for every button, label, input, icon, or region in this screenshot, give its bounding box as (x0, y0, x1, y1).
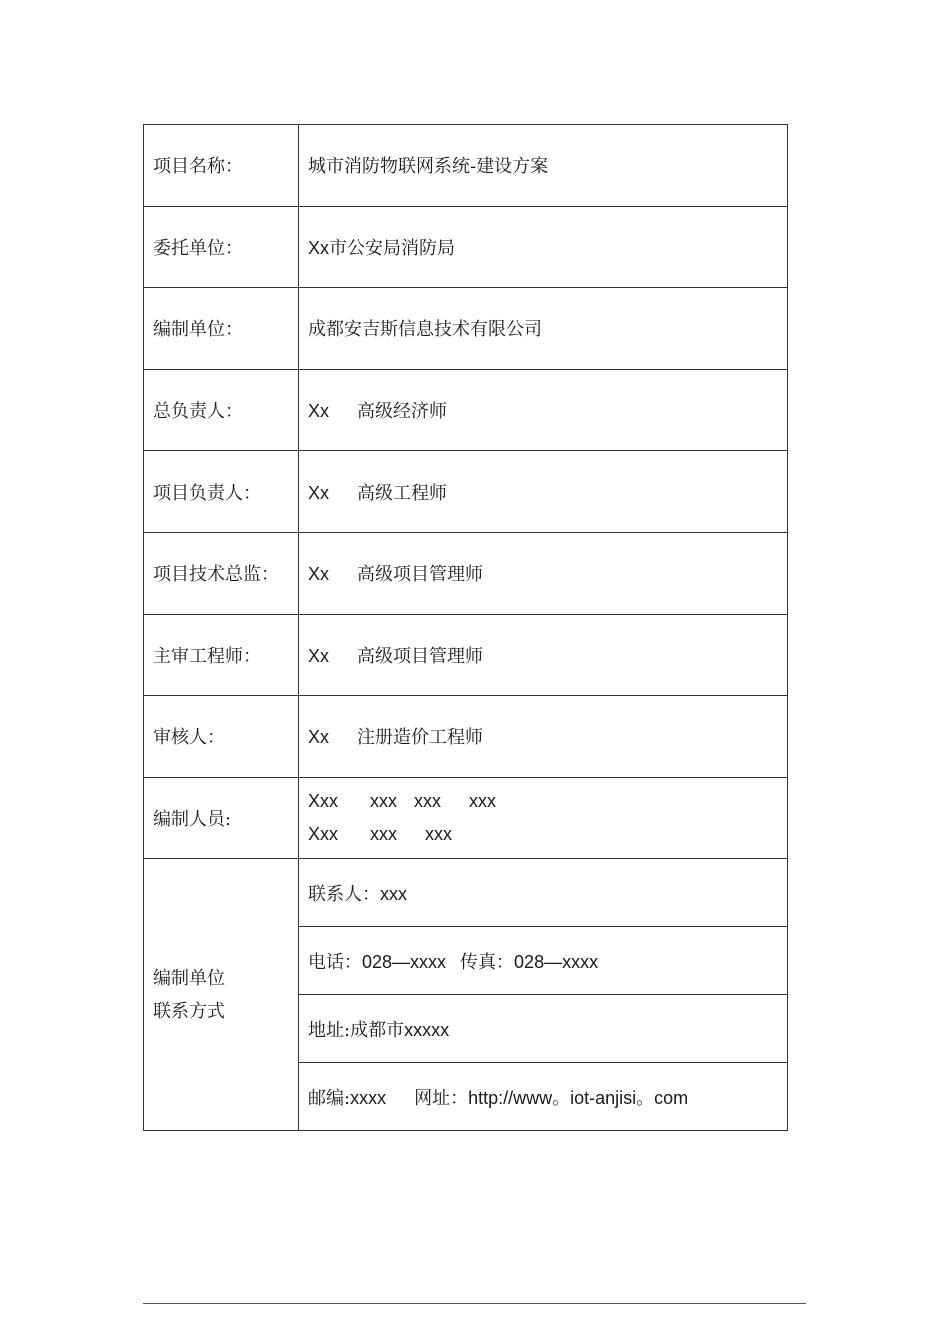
project-name-label: 项目名称： (144, 125, 299, 207)
general-manager-value (299, 369, 788, 451)
person-title: 注册造价工程师 (357, 727, 484, 749)
staff-value (299, 777, 788, 859)
person-title: 高级项目管理师 (357, 564, 484, 586)
auditor-value (299, 696, 788, 778)
client-name: 市公安局消防局 (329, 237, 456, 259)
phone-number: 028—xxxx (362, 951, 447, 972)
person-name: Xx (308, 645, 330, 666)
person-name: Xx (308, 727, 330, 748)
staff-member: Xxx (308, 824, 339, 845)
postcode: xxxx (350, 1087, 387, 1108)
website: http://www。iot-anjisi。com (468, 1087, 689, 1108)
project-info-table (143, 124, 788, 1131)
footer-divider (143, 1303, 806, 1304)
person-name: Xx (308, 482, 330, 503)
row-project-name (144, 125, 788, 207)
chief-reviewer-label: 主审工程师： (144, 614, 299, 696)
row-project-manager (144, 451, 788, 533)
general-manager-label: 总负责人： (144, 369, 299, 451)
compiler-label: 编制单位： (144, 288, 299, 370)
address-city: 成都市 (350, 1019, 405, 1041)
compiler-value: 成都安吉斯信息技术有限公司 (299, 288, 788, 370)
contact-person: xxx (380, 883, 407, 904)
person-title: 高级经济师 (357, 401, 448, 423)
staff-member: xxx (370, 824, 397, 845)
website-label: 网址： (414, 1087, 469, 1109)
contact-person-label: 联系人： (308, 883, 380, 905)
address-detail: xxxxx (404, 1019, 450, 1040)
project-name-value: 城市消防物联网系统-建设方案 (299, 125, 788, 207)
staff-member: xxx (370, 791, 397, 812)
person-title: 高级项目管理师 (357, 645, 484, 667)
row-chief-reviewer (144, 614, 788, 696)
row-auditor (144, 696, 788, 778)
project-manager-label: 项目负责人： (144, 451, 299, 533)
contact-person-value (299, 859, 788, 927)
address-value (299, 995, 788, 1063)
staff-member: xxx (425, 824, 452, 845)
staff-line-2 (308, 818, 787, 851)
person-name: Xx (308, 564, 330, 585)
row-general-manager (144, 369, 788, 451)
phone-label: 电话： (308, 951, 362, 973)
contact-label-line-1: 编制单位 (153, 967, 225, 989)
client-label: 委托单位： (144, 206, 299, 288)
auditor-label: 审核人： (144, 696, 299, 778)
person-title: 高级工程师 (357, 482, 448, 504)
person-name: Xx (308, 401, 330, 422)
staff-member: xxx (414, 791, 441, 812)
postcode-website-value (299, 1063, 788, 1131)
client-value (299, 206, 788, 288)
row-contact-person (144, 859, 788, 927)
staff-member: Xxx (308, 791, 339, 812)
technical-director-value (299, 532, 788, 614)
chief-reviewer-value (299, 614, 788, 696)
row-staff (144, 777, 788, 859)
row-compiler (144, 288, 788, 370)
address-label: 地址: (308, 1019, 351, 1041)
phone-fax-value (299, 927, 788, 995)
contact-label (144, 859, 299, 1131)
staff-line-1 (308, 785, 787, 818)
postcode-label: 邮编: (308, 1087, 351, 1109)
project-manager-value (299, 451, 788, 533)
contact-label-line-2: 联系方式 (153, 1000, 225, 1022)
row-technical-director (144, 532, 788, 614)
fax-number: 028—xxxx (514, 951, 599, 972)
staff-label: 编制人员: (144, 777, 299, 859)
client-prefix: Xx (308, 237, 330, 258)
technical-director-label: 项目技术总监： (144, 532, 299, 614)
row-client (144, 206, 788, 288)
fax-label: 传真： (460, 951, 515, 973)
staff-member: xxx (469, 791, 496, 812)
